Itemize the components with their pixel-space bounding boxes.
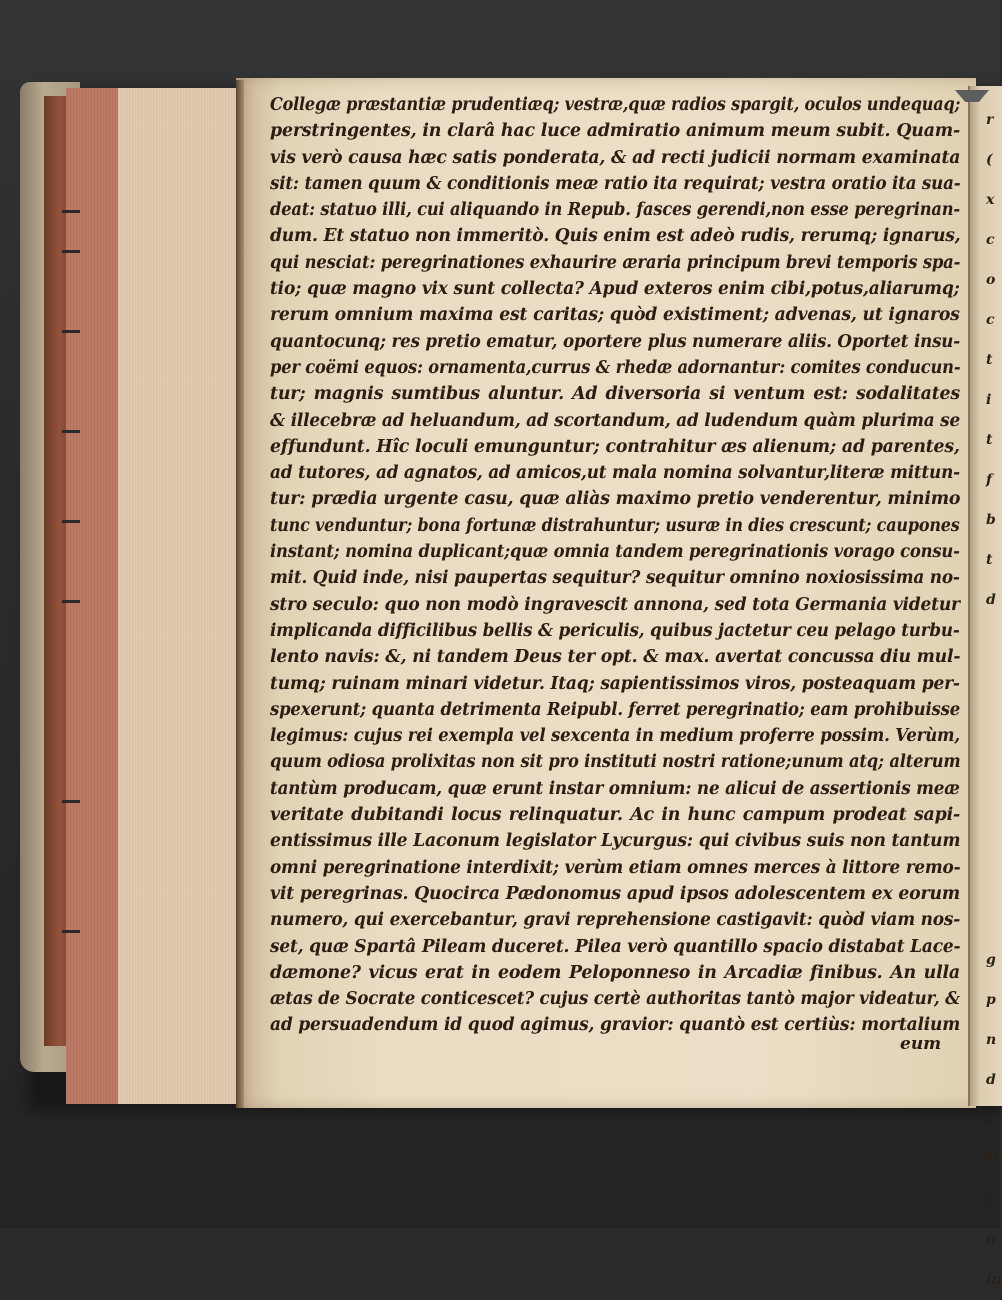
- text-line: omni peregrinatione interdixit; verùm etiam omnes merces à littore remo-: [270, 857, 961, 878]
- text-line: tantùm producam, quæ erunt instar omnium: ne alicui de assertionis meæ: [270, 778, 960, 799]
- text-line: perstringentes, in clarâ hac luce admiratio animum meum subit. Quam-: [270, 121, 960, 142]
- text-line: stro seculo: quo non modò ingravescit annona, sed tota Germania videtur: [270, 594, 960, 615]
- text-line: mit. Quid inde, nisi paupertas sequitur? sequitur omnino noxiosissima no-: [270, 568, 960, 589]
- catchword: eum: [900, 1034, 942, 1054]
- page-tab-marker: [62, 520, 80, 523]
- text-line: entissimus ille Laconum legislator Lycurgus: qui civibus suis non tantum: [270, 831, 961, 852]
- text-line: qui nesciat: peregrinationes exhaurire æraria principum brevi temporis spa-: [270, 252, 961, 273]
- text-line: effundunt. Hîc loculi emunguntur; contrahitur æs alienum; ad parentes,: [270, 436, 960, 457]
- text-line: dæmone? vicus erat in eodem Peloponneso in Arcadiæ finibus. An ulla: [270, 962, 960, 983]
- text-line: tumq; ruinam minari videtur. Itaq; sapientissimos viros, posteaquam per-: [270, 673, 960, 694]
- text-line: ad persuadendum id quod agimus, gravior: quantò est certiùs: mortalium: [270, 1015, 961, 1036]
- page-tab-marker: [62, 250, 80, 253]
- text-line: sit: tamen quum & conditionis meæ ratio ita requirat; vestra oratio ita sua-: [270, 173, 961, 194]
- text-line: dum. Et statuo non immeritò. Quis enim est adeò rudis, rerumq; ignarus,: [270, 226, 961, 247]
- text-line: quantocunq; res pretio ematur, oportere plus numerare aliis. Oportet insu-: [270, 331, 960, 352]
- text-line: legimus: cujus rei exempla vel sexcenta in medium proferre possim. Verùm,: [270, 726, 960, 747]
- text-line: instant; nomina duplicant;quæ omnia tandem peregrinationis vorago consu-: [270, 542, 960, 563]
- page-edges-light: [118, 88, 238, 1104]
- page-tab-marker: [62, 930, 80, 933]
- text-line: ætas de Socrate conticescet? cujus certè authoritas tantò major videatur, &: [270, 989, 960, 1010]
- text-line: ad tutores, ad agnatos, ad amicos,ut mala nomina solvantur,literæ mittun-: [270, 463, 960, 484]
- text-line: tur; magnis sumtibus aluntur. Ad diversoria si ventum est: sodalitates: [270, 384, 960, 405]
- text-line: vit peregrinas. Quocirca Pædonomus apud ipsos adolescentem ex eorum: [270, 883, 960, 904]
- text-line: quum odiosa prolixitas non sit pro instituti nostri ratione;unum atq; alterum: [270, 752, 961, 773]
- page-tab-marker: [62, 210, 80, 213]
- text-line: per coëmi equos: ornamenta,currus & rhedæ adornantur: comites conducun-: [270, 357, 961, 378]
- page-tab-marker: [62, 600, 80, 603]
- text-line: tio; quæ magno vix sunt collecta? Apud exteros enim cibi,potus,aliarumq;: [270, 279, 960, 300]
- text-line: vis verò causa hæc satis ponderata, & ad recti judicii normam examinata: [270, 147, 961, 168]
- text-line: veritate dubitandi locus relinquatur. Ac in hunc campum prodeat sapi-: [270, 805, 960, 826]
- text-line: deat: statuo illi, cui aliquando in Repub. fasces gerendi,non esse peregrinan-: [270, 200, 960, 221]
- text-line: implicanda difficilibus bellis & periculis, quibus jactetur ceu pelago turbu-: [270, 620, 960, 641]
- text-line: spexerunt; quanta detrimenta Reipubl. ferret peregrinatio; eam prohibuisse: [270, 699, 961, 720]
- page-gutter: [236, 80, 244, 1108]
- text-line: tunc venduntur; bona fortunæ distrahuntur; usuræ in dies crescunt; caupones: [270, 515, 960, 536]
- page-text-block: [270, 92, 960, 1039]
- text-line: set, quæ Spartâ Pileam duceret. Pilea verò quantillo spacio distabat Lace-: [270, 936, 961, 957]
- text-line: rerum omnium maxima est caritas; quòd existiment; advenas, ut ignaros: [270, 305, 960, 326]
- text-line: lento navis: &, ni tandem Deus ter opt. & max. avertat concussa diu mul-: [270, 647, 961, 668]
- page-tab-marker: [62, 800, 80, 803]
- page-edges-red: [66, 88, 124, 1104]
- text-line: tur: prædia urgente casu, quæ aliàs maximo pretio venderentur, minimo: [270, 489, 961, 510]
- page-tab-marker: [62, 430, 80, 433]
- page-tab-marker: [62, 330, 80, 333]
- text-line: & illecebræ ad heluandum, ad scortandum, ad ludendum quàm plurima se: [270, 410, 960, 431]
- facing-page-fragments: r ( x c o c t i t f b t d g p n d v D a n in: [986, 112, 1002, 1288]
- text-line: numero, qui exercebantur, gravi reprehensione castigavit: quòd viam nos-: [270, 910, 961, 931]
- text-line: Collegæ præstantiæ prudentiæq; vestræ,quæ radios spargit, oculos undequaq;: [270, 95, 961, 115]
